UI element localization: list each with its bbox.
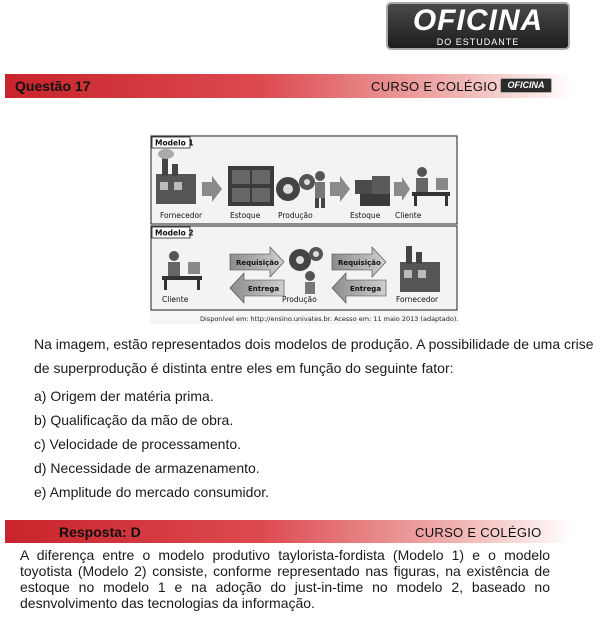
caption-cliente-1: Cliente [395,211,422,220]
worker-2-icon [305,271,315,294]
caption-producao-1: Produção [278,211,313,220]
arrow-label-entrega-1: Entrega [248,285,280,293]
option-d: d) Necessidade de armazenamento. [34,460,260,476]
caption-estoque-2: Estoque [350,211,381,220]
caption-fornecedor-2: Fornecedor [396,295,439,304]
course-label: CURSO E COLÉGIO [371,79,498,94]
question-text: Na imagem, estão representados dois modelos de produção. A possibilidade de uma crise de superprodução é distinta entre eles em função do seguinte fator: [34,336,594,376]
answer-options [34,384,600,504]
stock-boxes-icon [355,176,390,206]
production-models-figure [150,134,458,324]
answer-header-bar [5,520,573,543]
mini-logo: OFICINA [500,78,552,93]
figure-source: Disponível em: http://ensino.univates.br. Acesso em: 11 maio 2013 (adaptado). [200,315,458,323]
option-e: e) Amplitude do mercado consumidor. [34,484,270,500]
caption-cliente-2: Cliente [162,295,189,304]
model-2-panel [151,226,457,310]
option-a: a) Origem der matéria prima. [34,388,214,404]
option-b: b) Qualificação da mão de obra. [34,412,234,428]
model-2-label: Modelo 2 [155,228,194,238]
logo-main-text: OFICINA [412,4,544,37]
answer-label: Resposta: D [59,524,141,540]
question-body [34,332,600,504]
option-c: c) Velocidade de processamento. [34,436,242,452]
caption-fornecedor-1: Fornecedor [160,211,203,220]
answer-explanation: A diferença entre o modelo produtivo taylorista-fordista (Modelo 1) e o modelo toyotista (Modelo 2) consiste, conforme representado nas figuras, na existência de estoque no modelo 1 e na adoção do just-in-time no modelo 2, baseado no desnvolvimento das tecnologias da informação. [20,547,550,611]
arrow-label-requisicao-2: Requisição [338,259,381,267]
caption-producao-2: Produção [282,295,317,304]
model-1-panel [151,136,457,224]
question-header-bar [5,74,573,98]
question-number: Questão 17 [15,78,91,94]
course-label-2: CURSO E COLÉGIO [415,525,542,540]
arrow-label-entrega-2: Entrega [350,285,382,293]
model-1-label: Modelo 1 [155,138,194,148]
logo-sub-text: DO ESTUDANTE [436,37,520,47]
oficina-logo [386,2,570,50]
warehouse-icon [228,166,274,206]
caption-estoque-1: Estoque [230,211,261,220]
arrow-label-requisicao-1: Requisição [236,259,279,267]
